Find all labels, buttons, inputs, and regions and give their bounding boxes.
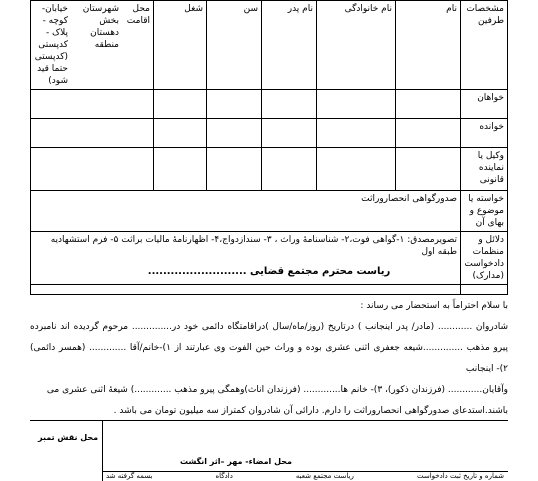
- header-father: نام پدر: [262, 1, 317, 90]
- plaintiff-address-cell[interactable]: [31, 90, 154, 119]
- lawyer-name-cell[interactable]: [396, 148, 461, 191]
- defendant-row: [31, 119, 508, 148]
- lawyer-family-cell[interactable]: [317, 148, 396, 191]
- header-parties: مشخصات طرفین: [461, 1, 508, 90]
- lawyer-row: [31, 148, 508, 191]
- plaintiff-row: [31, 90, 508, 119]
- lawyer-father-cell[interactable]: [262, 148, 317, 191]
- header-address-street: [34, 3, 68, 87]
- petition-body: [30, 296, 508, 422]
- table-header-row: [31, 1, 508, 90]
- registration-item-4: بسمه گرفته شد: [106, 472, 153, 480]
- header-name: نام: [396, 1, 461, 90]
- lawyer-job-cell[interactable]: [154, 148, 207, 191]
- header-address-region: شهرستان بخش دهستان منطقه: [82, 4, 119, 50]
- header-address-street-text: خیابان- کوچه - پلاک - کدپستی: [38, 4, 68, 50]
- header-address-postal: (کدپستی حتما قید شود): [34, 52, 68, 86]
- request-value[interactable]: صدورگواهی انحصاروراثت: [31, 191, 461, 232]
- defendant-label: خوانده: [461, 119, 508, 148]
- evidence-label: دلائل و منظمات دادخواست (مدارک): [461, 232, 508, 295]
- plaintiff-job-cell[interactable]: [154, 90, 207, 119]
- lawyer-label: وکیل یا نماینده قانونی: [461, 148, 508, 191]
- body-line-1: با سلام احتراماً به استحضار می رساند :: [360, 301, 508, 311]
- plaintiff-family-cell[interactable]: [317, 90, 396, 119]
- plaintiff-father-cell[interactable]: [262, 90, 317, 119]
- lawyer-age-cell[interactable]: [207, 148, 262, 191]
- registration-item-3: دادگاه: [215, 472, 233, 480]
- header-address: [31, 1, 154, 90]
- signature-section: [30, 420, 508, 481]
- body-line-3: وآقایان............ (فرزندان ذکور)، ۳)- خانم ها............. (فرزندان اناث)وهمگی پیرو مذهب .............) شیعهٔ اثنی عشری می: [46, 385, 508, 395]
- plaintiff-label: خواهان: [461, 90, 508, 119]
- evidence-row: [31, 232, 508, 295]
- defendant-family-cell[interactable]: [317, 119, 396, 148]
- plaintiff-name-cell[interactable]: [396, 90, 461, 119]
- evidence-value[interactable]: تصویرمصدق: ۱-گواهی فوت،۲- شناسنامهٔ وراث ، ۳- سندازدواج،۴- اظهارنامهٔ مالیات براثت ۵- فرم استشهادیه طبقه اول: [31, 232, 461, 295]
- body-line-2: شادروان ............ (مادر/ پدر اینجانب ) درتاریخ (روز/ماه/سال )دراقامتگاه دائمی خود در.............. مرحوم گردیده اند نامبرده پیرو مذهب ..............شیعه جعفری اثنی عشری بوده و وراث حین الفوت وی عبارتند از ۱)-خانم/آقا ............. (همسر دائمی) ۲)- اینجانب: [30, 322, 508, 374]
- signature-label: محل امضاء- مهر –اثر انگشت: [180, 457, 292, 466]
- parties-table: [30, 0, 508, 295]
- header-age: سن: [207, 1, 262, 90]
- defendant-father-cell[interactable]: [262, 119, 317, 148]
- stamp-label: محل نقش تمبر: [38, 433, 99, 442]
- header-residence: محل اقامت: [126, 4, 150, 26]
- defendant-job-cell[interactable]: [154, 119, 207, 148]
- body-line-4: باشند.استدعای صدورگواهی انحصاروراثت را دارم. دارائی آن شادروان کمتراز سه میلیون تومان می باشد .: [113, 406, 508, 416]
- registration-item-2: ریاست مجتمع شعبه: [295, 472, 354, 480]
- plaintiff-age-cell[interactable]: [207, 90, 262, 119]
- request-label: خواسته یا موضوع و بهای آن: [461, 191, 508, 232]
- header-job: شغل: [154, 1, 207, 90]
- registration-item-1: شماره و تاریخ ثبت دادخواست: [416, 472, 504, 480]
- defendant-age-cell[interactable]: [207, 119, 262, 148]
- title-divider: [30, 284, 508, 285]
- request-row: [31, 191, 508, 232]
- header-family: نام خانوادگی: [317, 1, 396, 90]
- lawyer-address-cell[interactable]: [31, 148, 154, 191]
- page-title: ریاست محترم مجتمع قضایی ..........................: [147, 266, 391, 277]
- defendant-address-cell[interactable]: [31, 119, 154, 148]
- defendant-name-cell[interactable]: [396, 119, 461, 148]
- stamp-area[interactable]: [30, 421, 103, 481]
